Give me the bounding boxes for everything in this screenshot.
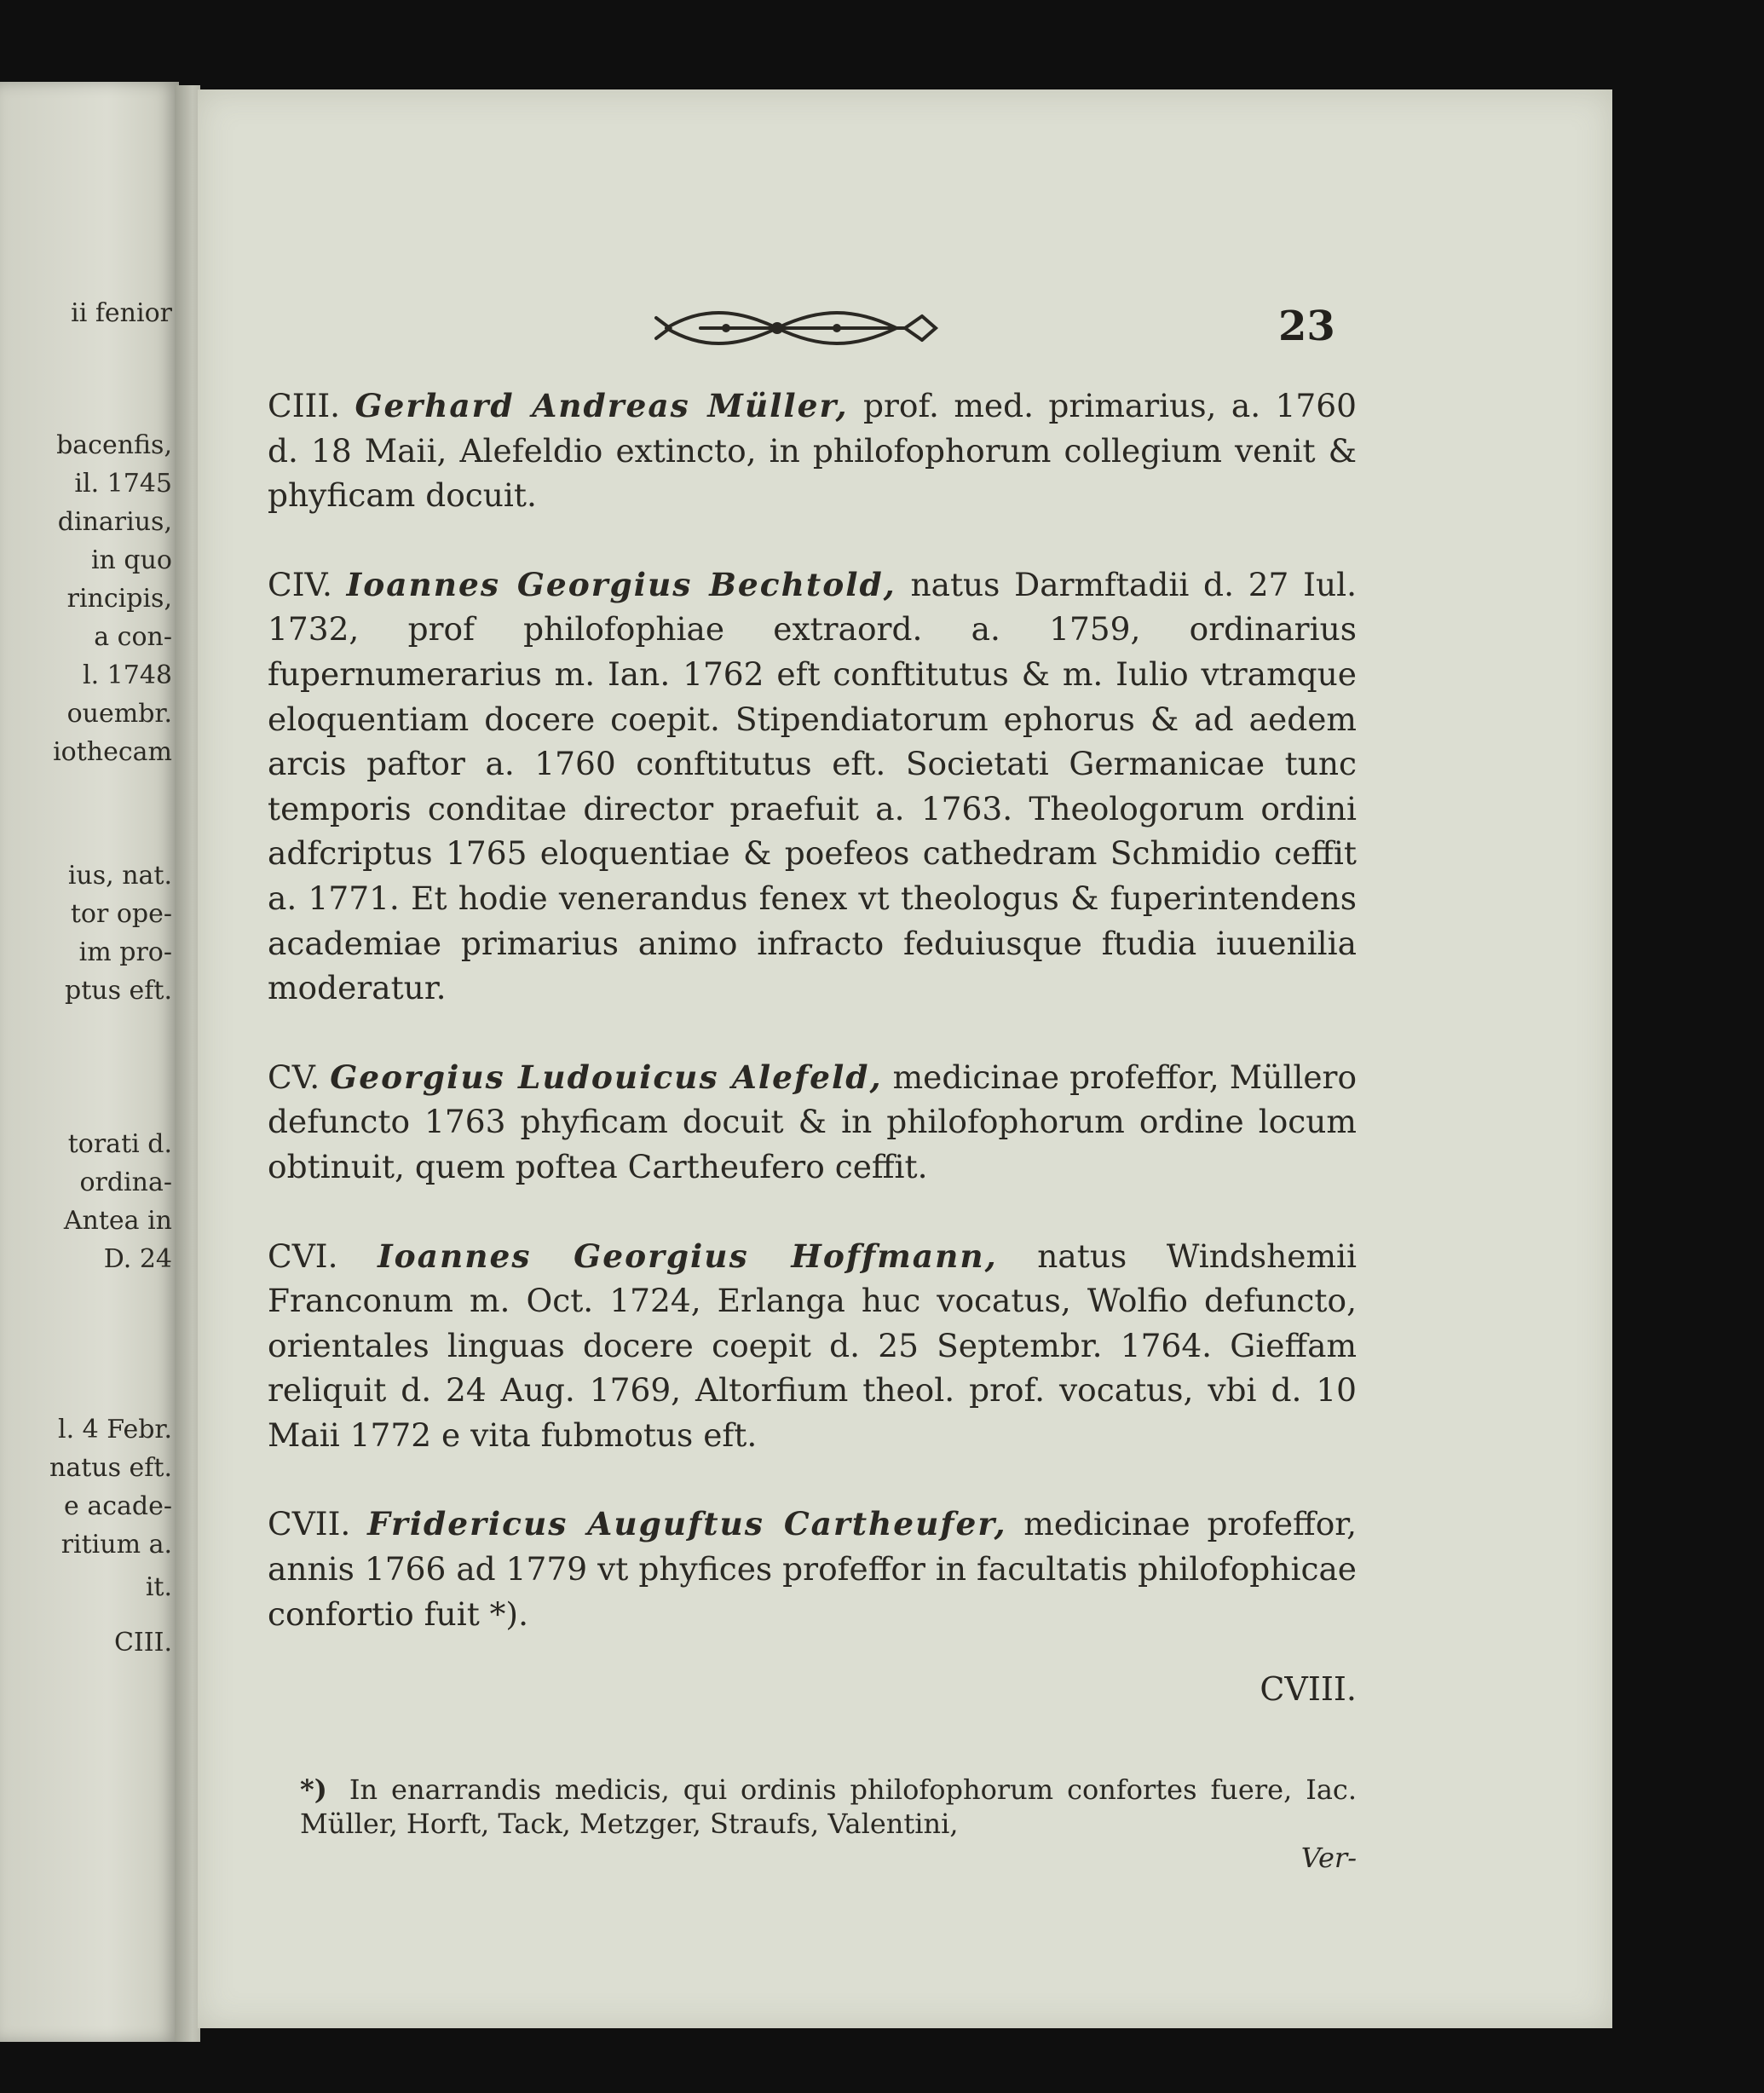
left-page-line: a con- (94, 622, 172, 652)
entry-civ (268, 562, 1357, 1011)
entry-name: Georgius Ludouicus Alefeld, (330, 1058, 883, 1096)
entry-cvi (268, 1234, 1357, 1458)
left-page-line: e acade- (64, 1491, 172, 1521)
left-page-line: Antea in (63, 1206, 172, 1236)
entry-number: CVII. (268, 1505, 351, 1543)
entry-name: Ioannes Georgius Bechtold, (346, 565, 896, 603)
entry-text: natus Darmftadii d. 27 Iul. 1732, prof philofophiae extraord. a. 1759, ordinarius fupernumerarius m. Ian. 1762 eft conftitutus & m. Iulio vtramque eloquentiam docere coepit. Stipendiatorum ephorus & ad aedem arcis paftor a. 1760 conftitutus eft. Societati Germanicae tunc temporis conditae director praefuit a. 1763. Theologorum ordini adfcriptus 1765 eloquentiae & poefeos cathedram Schmidio ceffit a. 1771. Et hodie venerandus fenex vt theologus & fuperintendens academiae primarius animo infracto feduiusque ftudia iuuenilia moderatur. (268, 565, 1358, 1007)
left-page-line: tor ope- (70, 899, 172, 929)
entry-text: medicinae profeffor, annis 1766 ad 1779 vt phyfices profeffor in facultatis philofophicae confortio fuit *). (268, 1505, 1357, 1633)
left-page-line: bacenfis, (56, 430, 172, 460)
entry-number: CV. (268, 1058, 320, 1096)
entry-text: natus Windshemii Franconum m. Oct. 1724, Erlanga huc vocatus, Wolfio defuncto, orientales linguas docere coepit d. 25 Septembr. 1764. Gieffam reliquit d. 24 Aug. 1769, Altorfium theol. prof. vocatus, vbi d. 10 Maii 1772 e vita fubmotus eft. (268, 1237, 1357, 1454)
entry-name: Ioannes Georgius Hoffmann, (378, 1237, 998, 1275)
left-page-line: ordina- (79, 1168, 172, 1197)
entry-ciii (268, 383, 1357, 518)
left-page-line: il. 1745 (74, 469, 172, 499)
entry-cvii (268, 1502, 1357, 1636)
entry-cv (268, 1055, 1357, 1190)
entry-number: CIV. (268, 565, 332, 603)
left-page-line: ius, nat. (67, 861, 172, 891)
left-page-line: ii fenior (71, 298, 172, 328)
footnote-text: In enarrandis medicis, qui ordinis philofophorum confortes fuere, Iac. Müller, Horft, Tack, Metzger, Straufs, Valentini, (300, 1773, 1358, 1840)
left-page-line: torati d. (67, 1129, 172, 1159)
entry-name: Gerhard Andreas Müller, (355, 387, 849, 424)
entry-text: prof. med. primarius, a. 1760 d. 18 Maii, Alefeldio extincto, in philofophorum collegium venit & phyficam docuit. (268, 387, 1357, 515)
entry-text: medicinae profeffor, Müllero defuncto 1763 phyficam docuit & in philofophorum ordine locum obtinuit, quem poftea Cartheufero ceffit. (268, 1058, 1358, 1185)
left-page-line: D. 24 (103, 1244, 172, 1274)
footnote-mark: *) (300, 1773, 327, 1806)
footnote-catchword: Ver- (1300, 1842, 1357, 1874)
left-page-line: ritium a. (61, 1530, 172, 1560)
left-page-line: CIII. (113, 1628, 172, 1658)
catchword: CVIII. (1260, 1670, 1357, 1708)
left-page-line: dinarius, (57, 507, 172, 537)
footnote (300, 1773, 1357, 1875)
left-page-line: iothecam (53, 737, 172, 767)
left-page-line: im pro- (78, 937, 172, 967)
entry-number: CIII. (268, 387, 341, 424)
book-page (198, 89, 1612, 2028)
page-number: 23 (1278, 303, 1335, 350)
left-page-line: l. 1748 (82, 660, 172, 690)
left-page-line: natus eft. (49, 1453, 172, 1483)
left-page-line: ouembr. (66, 699, 172, 729)
left-page-line: in quo (90, 545, 172, 575)
ornament-headpiece-icon (649, 301, 956, 355)
entry-number: CVI. (268, 1237, 338, 1275)
left-page-line: rincipis, (66, 584, 172, 614)
left-facing-page (0, 82, 179, 2042)
left-page-line: ptus eft. (65, 976, 172, 1006)
left-page-line: l. 4 Febr. (57, 1415, 172, 1444)
book-gutter (175, 85, 200, 2042)
entries-list (268, 383, 1357, 1681)
left-page-line: it. (145, 1572, 172, 1602)
entry-name: Fridericus Auguftus Cartheufer, (367, 1505, 1007, 1543)
